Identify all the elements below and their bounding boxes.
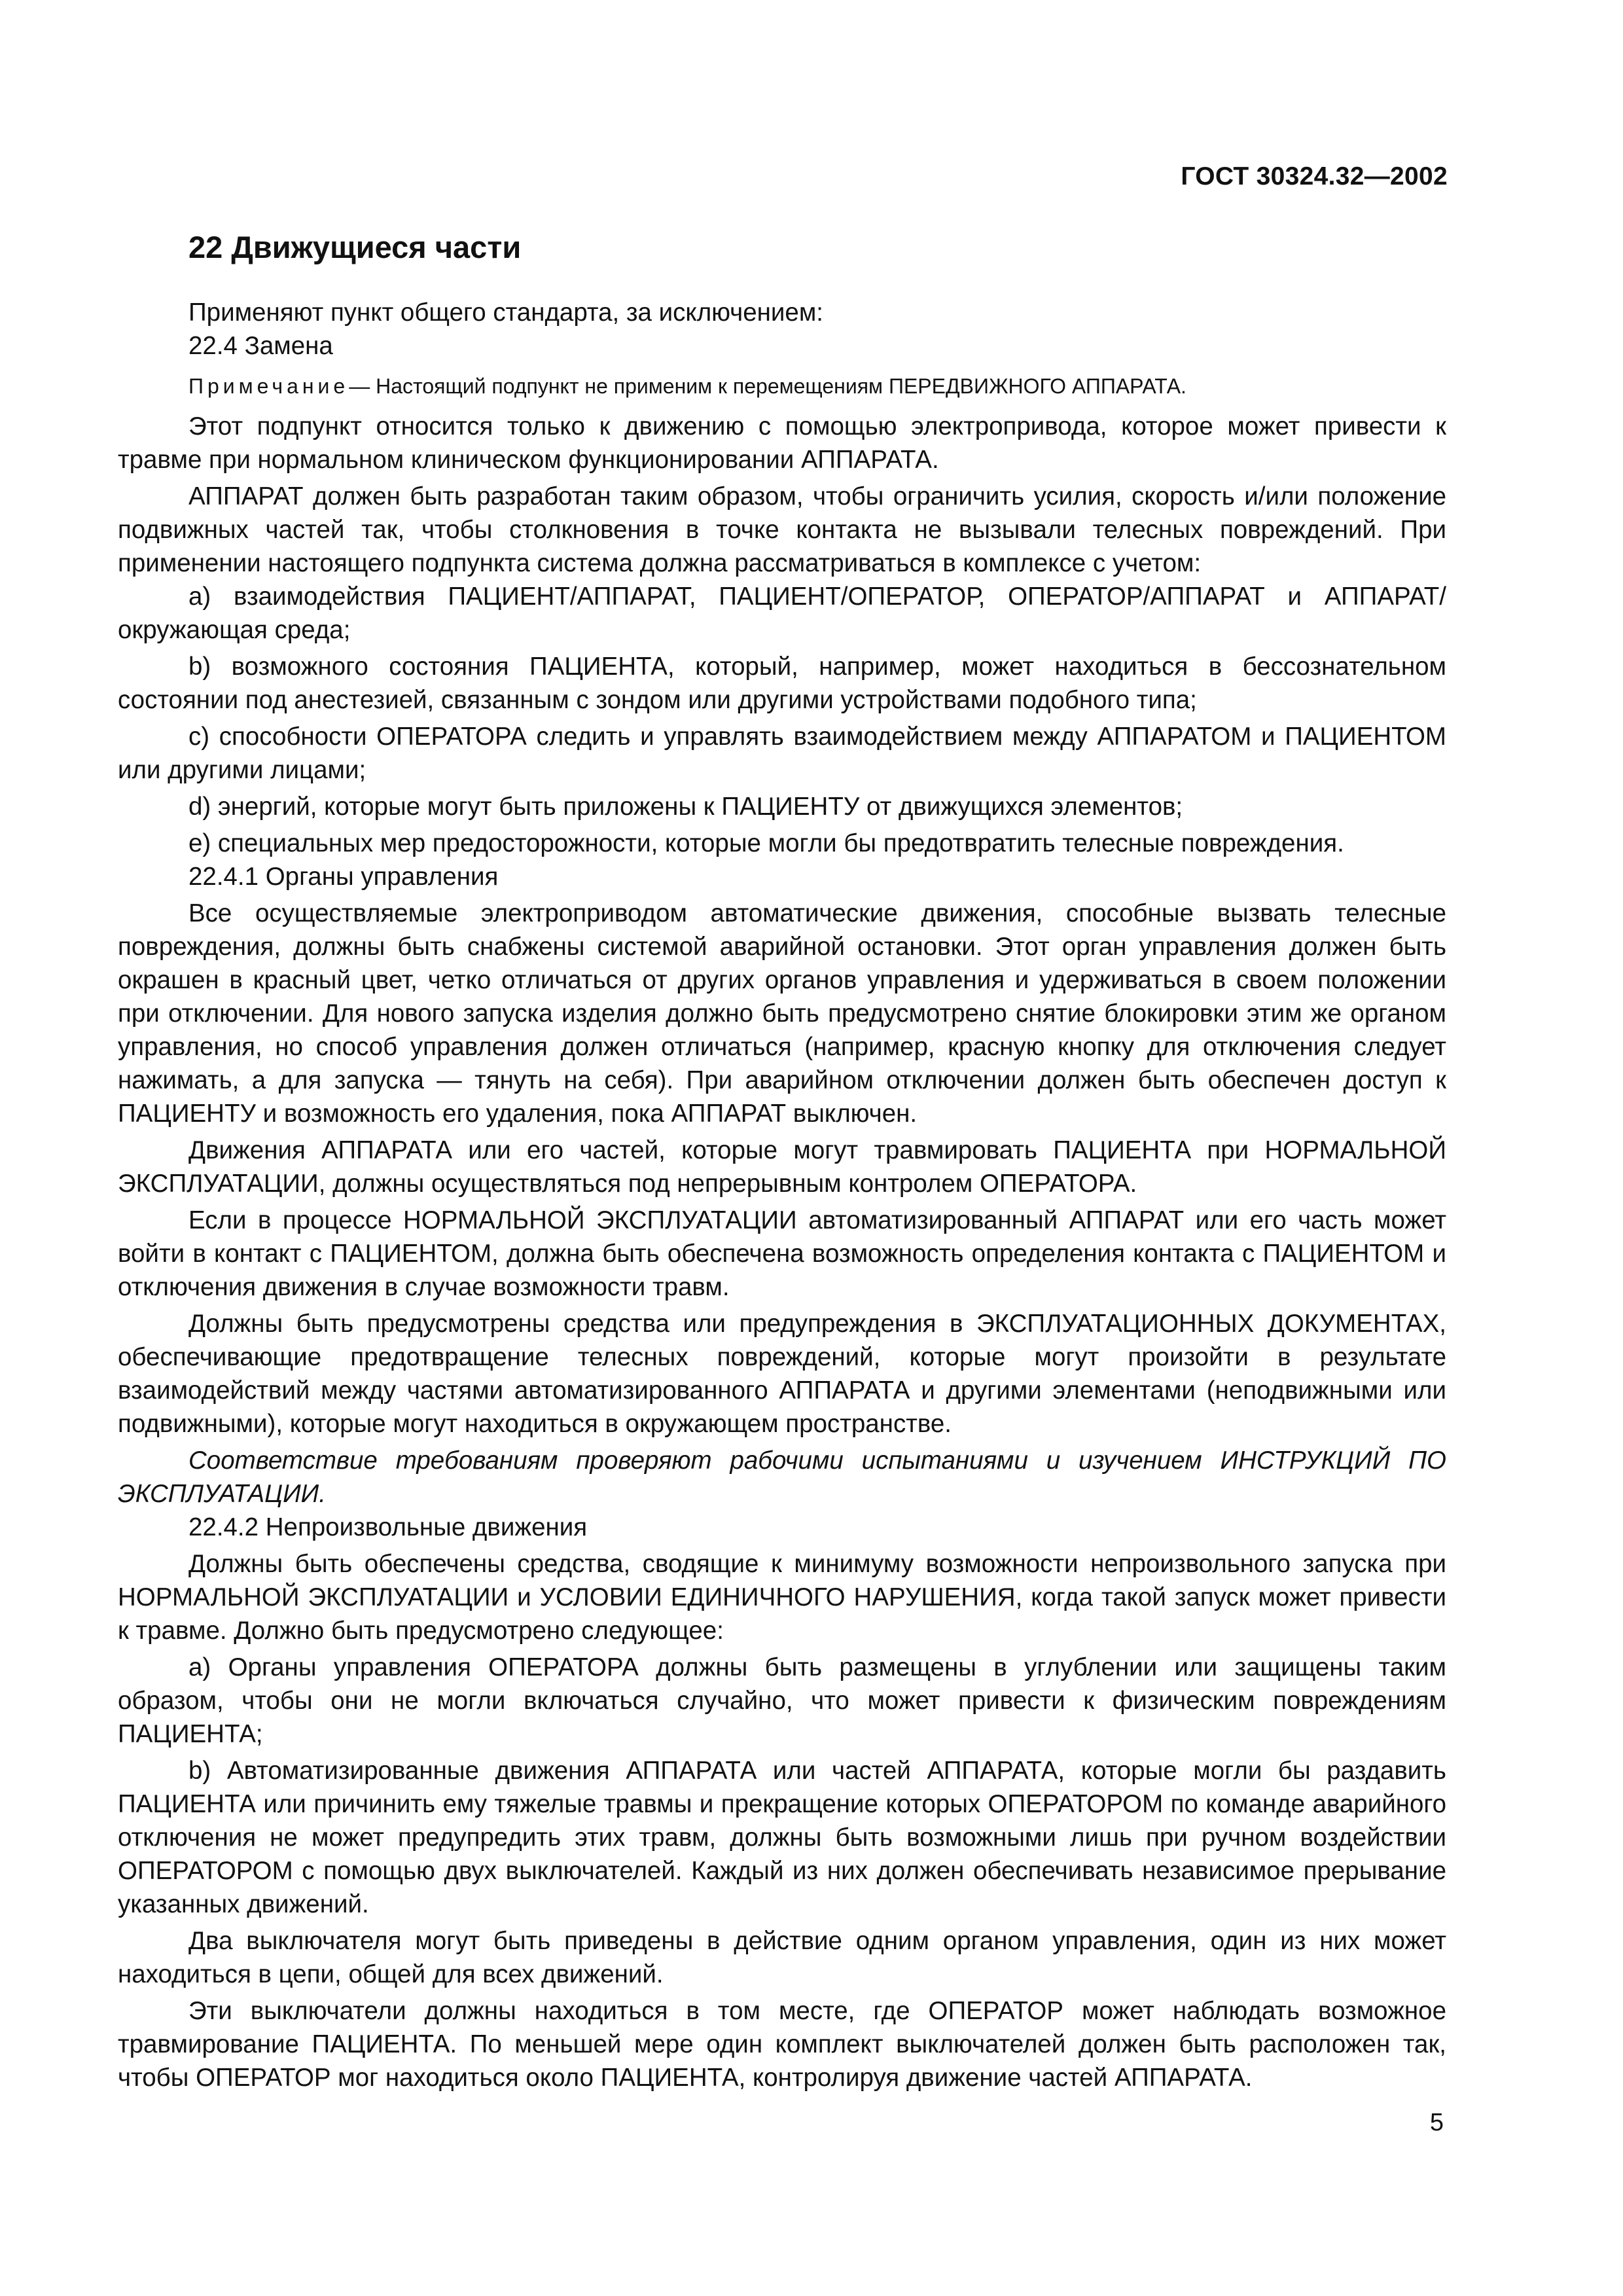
clause-heading-22-4-2: 22.4.2 Непроизвольные движения <box>188 1513 588 1541</box>
page-number: 5 <box>1429 2109 1444 2136</box>
paragraph: Должны быть обеспечены средства, сводящие к минимуму возможности непроизвольного запуска при НОРМАЛЬНОЙ ЭКСПЛУАТАЦИИ и УСЛОВИИ ЕДИНИЧНОГО НАРУШЕНИЯ, когда такой запуск может привести к травме. Должно быть предусмотрено следующее: <box>118 1550 1446 1645</box>
compliance-statement: Соответствие требованиям проверяют рабочими испытаниями и изучением ИНСТРУКЦИЙ ПО ЭКСПЛУАТАЦИИ. <box>118 1446 1446 1508</box>
note-text: — Настоящий подпункт не применим к перемещениям ПЕРЕДВИЖНОГО АППАРАТА. <box>349 374 1186 398</box>
note <box>118 372 1446 401</box>
list-item-a: a) взаимодействия ПАЦИЕНТ/АППАРАТ, ПАЦИЕНТ/ОПЕРАТОР, ОПЕРАТОР/АППАРАТ и АППАРАТ/окружающая среда; <box>118 583 1446 644</box>
note-label: Примечание <box>188 374 349 398</box>
page-body <box>118 228 1446 2094</box>
list-item-c: c) способности ОПЕРАТОРА следить и управлять взаимодействием между АППАРАТОМ и ПАЦИЕНТОМ или другими лицами; <box>118 723 1446 784</box>
list-item-b: b) возможного состояния ПАЦИЕНТА, который, например, может находиться в бессознательном состоянии под анестезией, связанным с зондом или другими устройствами подобного типа; <box>118 653 1446 714</box>
clause-heading-22-4: 22.4 Замена <box>188 332 333 360</box>
list-item-d: d) энергий, которые могут быть приложены к ПАЦИЕНТУ от движущихся элементов; <box>188 793 1183 821</box>
list-item-a: a) Органы управления ОПЕРАТОРА должны быть размещены в углублении или защищены таким образом, чтобы они не могли включаться случайно, что может привести к физическим повреждениям ПАЦИЕНТА; <box>118 1653 1446 1748</box>
standard-code: ГОСТ 30324.32—2002 <box>1181 162 1448 190</box>
paragraph: Все осуществляемые электроприводом автоматические движения, способные вызвать телесные повреждения, должны быть снабжены системой аварийной остановки. Этот орган управления должен быть окрашен в красный цвет, четко отличаться от других органов управления и удерживаться в своем положении при отключении. Для нового запуска изделия должно быть предусмотрено снятие блокировки этим же органом управления, но способ управления должен отличаться (например, красную кнопку для отключения следует нажимать, а для запуска — тянуть на себя). При аварийном отключении должен быть обеспечен доступ к ПАЦИЕНТУ и возможность его удаления, пока АППАРАТ выключен. <box>118 899 1446 1128</box>
paragraph: Движения АППАРАТА или его частей, которые могут травмировать ПАЦИЕНТА при НОРМАЛЬНОЙ ЭКСПЛУАТАЦИИ, должны осуществляться под непрерывным контролем ОПЕРАТОРА. <box>118 1136 1446 1198</box>
paragraph: Этот подпункт относится только к движению с помощью электропривода, которое может привести к травме при нормальном клиническом функционировании АППАРАТА. <box>118 412 1446 474</box>
paragraph: Два выключателя могут быть приведены в действие одним органом управления, один из них может находиться в цепи, общей для всех движений. <box>118 1927 1446 1988</box>
section-title: 22 Движущиеся части <box>188 230 522 264</box>
clause-heading-22-4-1: 22.4.1 Органы управления <box>188 863 499 891</box>
paragraph: АППАРАТ должен быть разработан таким образом, чтобы ограничить усилия, скорость и/или положение подвижных частей так, чтобы столкновения в точке контакта не вызывали телесных повреждений. При применении настоящего подпункта система должна рассматриваться в комплексе с учетом: <box>118 482 1446 577</box>
paragraph: Если в процессе НОРМАЛЬНОЙ ЭКСПЛУАТАЦИИ автоматизированный АППАРАТ или его часть может войти в контакт с ПАЦИЕНТОМ, должна быть обеспечена возможность определения контакта с ПАЦИЕНТОМ и отключения движения в случае возможности травм. <box>118 1206 1446 1301</box>
list-item-b: b) Автоматизированные движения АППАРАТА или частей АППАРАТА, которые могли бы раздавить ПАЦИЕНТА или причинить ему тяжелые травмы и прекращение которых ОПЕРАТОРОМ по команде аварийного отключения не может предупредить этих травм, должны быть возможными лишь при ручном воздействии ОПЕРАТОРОМ с помощью двух выключателей. Каждый из них должен обеспечивать независимое прерывание указанных движений. <box>118 1757 1446 1918</box>
paragraph: Эти выключатели должны находиться в том месте, где ОПЕРАТОР может наблюдать возможное травмирование ПАЦИЕНТА. По меньшей мере один комплект выключателей должен быть расположен так, чтобы ОПЕРАТОР мог находиться около ПАЦИЕНТА, контролируя движение частей АППАРАТА. <box>118 1997 1446 2092</box>
paragraph: Должны быть предусмотрены средства или предупреждения в ЭКСПЛУАТАЦИОННЫХ ДОКУМЕНТАХ, обеспечивающие предотвращение телесных повреждений, которые могут произойти в результате взаимодействий между частями автоматизированного АППАРАТА и другими элементами (неподвижными или подвижными), которые могут находиться в окружающем пространстве. <box>118 1310 1446 1438</box>
paragraph: Применяют пункт общего стандарта, за исключением: <box>188 298 824 327</box>
list-item-e: e) специальных мер предосторожности, которые могли бы предотвратить телесные повреждения. <box>188 829 1344 857</box>
